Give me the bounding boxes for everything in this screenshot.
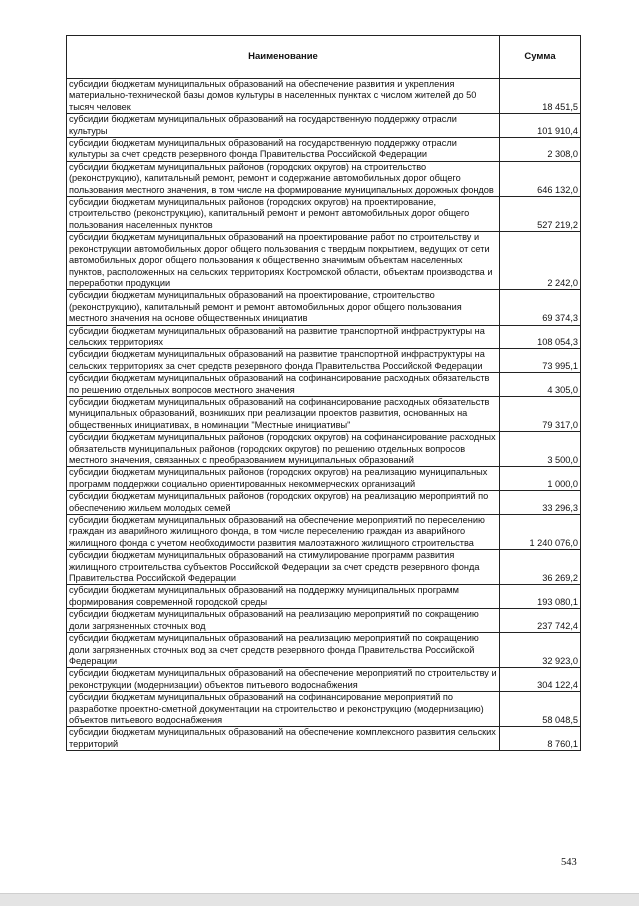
row-sum-cell: 108 054,3: [500, 325, 581, 349]
row-name-cell: субсидии бюджетам муниципальных образований на проектирование работ по строительству и реконструкции автомобильных дорог общего пользования с твердым покрытием, ведущих от сети автомобильных дорог общего пользования к общественно значимым объектам населенных пунктов, расположенных на сельских территориях Костромской области, объектам производства и переработки продукции: [67, 232, 500, 290]
row-name-cell: субсидии бюджетам муниципальных районов (городских округов) на реализацию мероприятий по обеспечению жильем молодых семей: [67, 491, 500, 515]
column-header-name: Наименование: [67, 36, 500, 79]
table-row: [67, 550, 581, 585]
row-sum-cell: 237 742,4: [500, 609, 581, 633]
row-sum-cell: 527 219,2: [500, 197, 581, 232]
column-header-sum: Сумма: [500, 36, 581, 79]
row-name-cell: субсидии бюджетам муниципальных образований на государственную поддержку отрасли культуры за счет средств резервного фонда Правительства Российской Федерации: [67, 138, 500, 162]
row-name-cell: субсидии бюджетам муниципальных районов (городских округов) на софинансирование расходных обязательств муниципальных районов (городских округов) по решению отдельных вопросов местного значения, связанных с преобразованием муниципальных образований: [67, 432, 500, 467]
row-name-cell: субсидии бюджетам муниципальных образований на проектирование, строительство (реконструкцию), капитальный ремонт и ремонт автомобильных дорог общего пользования местного значения на основе общественных инициатив: [67, 290, 500, 325]
row-name-cell: субсидии бюджетам муниципальных образований на обеспечение мероприятий по переселению граждан из аварийного жилищного фонда, в том числе переселению граждан из аварийного жилищного фонда с учетом необходимости развития малоэтажного жилищного строительства: [67, 515, 500, 550]
table-row: [67, 609, 581, 633]
row-name-cell: субсидии бюджетам муниципальных образований на поддержку муниципальных программ формирования современной городской среды: [67, 585, 500, 609]
scan-bottom-edge: [0, 893, 639, 906]
table-row: [67, 396, 581, 431]
row-name-cell: субсидии бюджетам муниципальных районов (городских округов) на проектирование, строительство (реконструкцию), капитальный ремонт и ремонт автомобильных дорог общего пользования населенных пунктов: [67, 197, 500, 232]
row-sum-cell: 3 500,0: [500, 432, 581, 467]
table-row: [67, 585, 581, 609]
row-sum-cell: 646 132,0: [500, 161, 581, 196]
row-sum-cell: 2 242,0: [500, 232, 581, 290]
row-name-cell: субсидии бюджетам муниципальных образований на государственную поддержку отрасли культуры: [67, 114, 500, 138]
table-row: [67, 197, 581, 232]
row-name-cell: субсидии бюджетам муниципальных образований на софинансирование расходных обязательств муниципальных образований, возникших при реализации проектов развития, основанных на общественных инициативах, в номинации "Местные инициативы": [67, 396, 500, 431]
row-name-cell: субсидии бюджетам муниципальных районов (городских округов) на строительство (реконструкцию), капитальный ремонт, ремонт и содержание автомобильных дорог общего пользования местного значения, в том числе на формирование муниципальных дорожных фондов: [67, 161, 500, 196]
row-name-cell: субсидии бюджетам муниципальных образований на развитие транспортной инфраструктуры на сельских территориях: [67, 325, 500, 349]
row-sum-cell: 1 000,0: [500, 467, 581, 491]
row-name-cell: субсидии бюджетам муниципальных районов (городских округов) на реализацию муниципальных программ поддержки социально ориентированных некоммерческих организаций: [67, 467, 500, 491]
row-sum-cell: 1 240 076,0: [500, 515, 581, 550]
row-sum-cell: 32 923,0: [500, 633, 581, 668]
table-row: [67, 491, 581, 515]
row-name-cell: субсидии бюджетам муниципальных образований на обеспечение развития и укрепления материально-технической базы домов культуры в населенных пунктах с числом жителей до 50 тысяч человек: [67, 79, 500, 114]
table-row: [67, 79, 581, 114]
row-name-cell: субсидии бюджетам муниципальных образований на обеспечение мероприятий по строительству и реконструкции (модернизации) объектов питьевого водоснабжения: [67, 668, 500, 692]
table-row: [67, 432, 581, 467]
row-sum-cell: 69 374,3: [500, 290, 581, 325]
row-sum-cell: 18 451,5: [500, 79, 581, 114]
row-name-cell: субсидии бюджетам муниципальных образований на софинансирование расходных обязательств по решению отдельных вопросов местного значения: [67, 373, 500, 397]
row-sum-cell: 193 080,1: [500, 585, 581, 609]
table-row: [67, 114, 581, 138]
table-header-row: [67, 36, 581, 79]
row-name-cell: субсидии бюджетам муниципальных образований на софинансирование мероприятий по разработке проектно-сметной документации на строительство и реконструкцию (модернизацию) объектов питьевого водоснабжения: [67, 692, 500, 727]
row-name-cell: субсидии бюджетам муниципальных образований на развитие транспортной инфраструктуры на сельских территориях за счет средств резервного фонда Правительства Российской Федерации: [67, 349, 500, 373]
table-row: [67, 727, 581, 751]
table-row: [67, 373, 581, 397]
row-sum-cell: 36 269,2: [500, 550, 581, 585]
table-row: [67, 515, 581, 550]
table-row: [67, 232, 581, 290]
table-row: [67, 633, 581, 668]
row-sum-cell: 101 910,4: [500, 114, 581, 138]
row-name-cell: субсидии бюджетам муниципальных образований на реализацию мероприятий по сокращению доли загрязненных сточных вод: [67, 609, 500, 633]
subsidies-table: [66, 35, 581, 751]
row-sum-cell: 4 305,0: [500, 373, 581, 397]
table-row: [67, 668, 581, 692]
row-sum-cell: 8 760,1: [500, 727, 581, 751]
page-number: 543: [561, 857, 577, 868]
table-row: [67, 325, 581, 349]
row-sum-cell: 79 317,0: [500, 396, 581, 431]
row-sum-cell: 73 995,1: [500, 349, 581, 373]
table-row: [67, 692, 581, 727]
row-sum-cell: 304 122,4: [500, 668, 581, 692]
table-row: [67, 161, 581, 196]
row-sum-cell: 58 048,5: [500, 692, 581, 727]
row-name-cell: субсидии бюджетам муниципальных образований на реализацию мероприятий по сокращению доли загрязненных сточных вод за счет средств резервного фонда Правительства Российской Федерации: [67, 633, 500, 668]
row-sum-cell: 33 296,3: [500, 491, 581, 515]
table-row: [67, 290, 581, 325]
document-sheet: [66, 35, 580, 751]
table-row: [67, 467, 581, 491]
table-row: [67, 349, 581, 373]
row-name-cell: субсидии бюджетам муниципальных образований на стимулирование программ развития жилищного строительства субъектов Российской Федерации за счет средств резервного фонда Правительства Российской Федерации: [67, 550, 500, 585]
row-name-cell: субсидии бюджетам муниципальных образований на обеспечение комплексного развития сельских территорий: [67, 727, 500, 751]
table-body: [67, 79, 581, 751]
table-row: [67, 138, 581, 162]
row-sum-cell: 2 308,0: [500, 138, 581, 162]
